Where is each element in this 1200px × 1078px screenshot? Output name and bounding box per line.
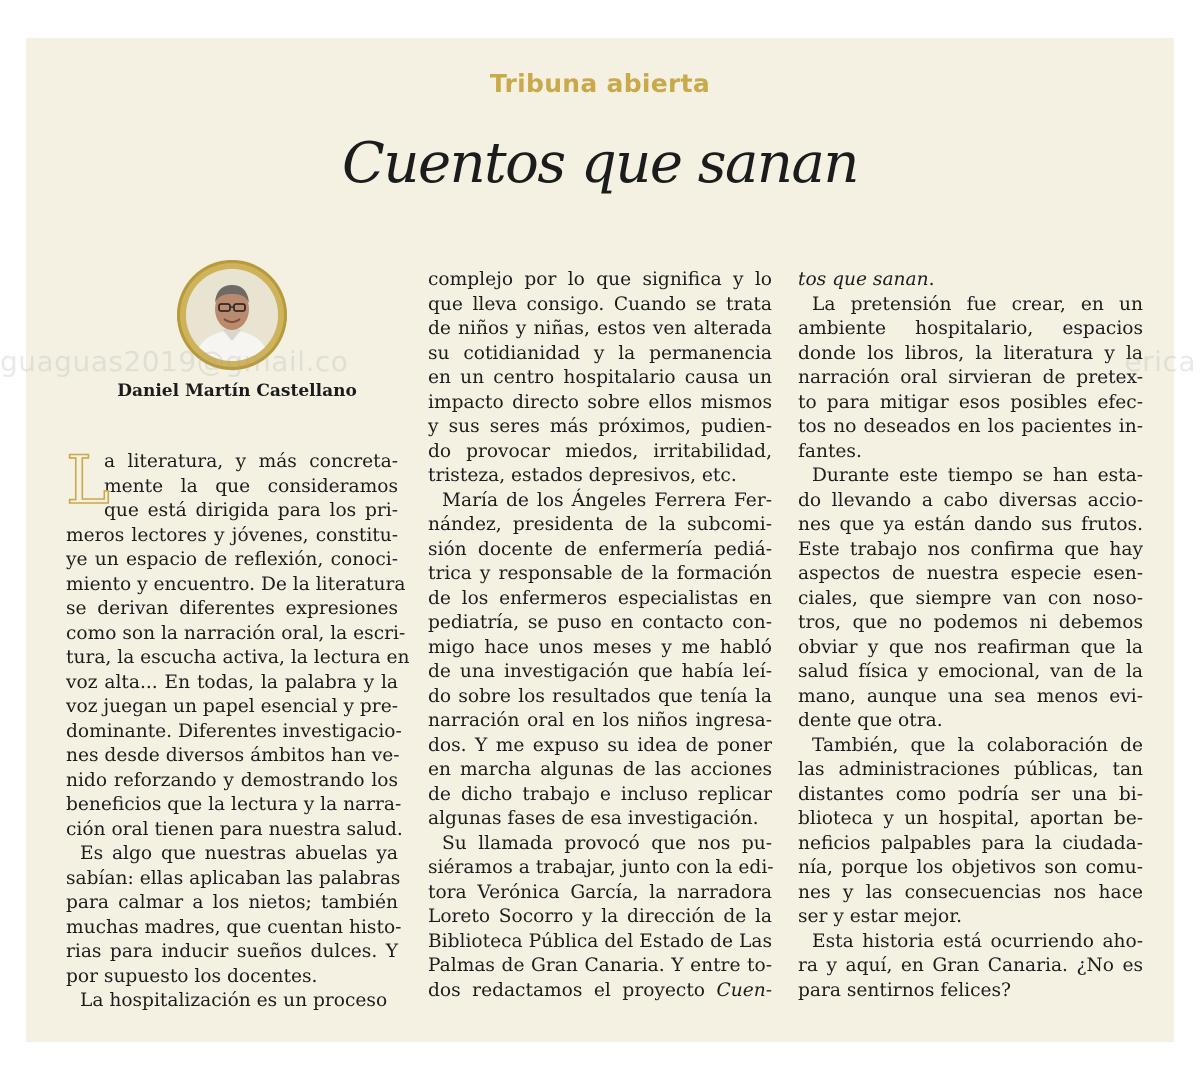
text-line: muchas madres, que cuentan histo- (66, 916, 402, 938)
text-line: salud física y emocional, van de la (798, 661, 1143, 682)
article-column-1 (66, 442, 410, 1014)
text-line: narración oral en los niños ingresa- (428, 710, 772, 731)
watermark-right: erica (1124, 345, 1196, 378)
text-line: neficios palpables para la ciudada- (798, 832, 1143, 854)
text-line: de los enfermeros especialistas en (428, 587, 772, 609)
text-line: por supuesto los docentes. (66, 965, 318, 987)
text-line: ra y aquí, en Gran Canaria. ¿No es (798, 955, 1143, 976)
text-line: como son la narración oral, la escri- (66, 622, 406, 644)
text-line: tura, la escucha activa, la lectura en (66, 647, 410, 668)
text-line: La pretensión fue crear, en un (812, 293, 1143, 315)
text-line: pediatría, se puso en contacto con- (428, 612, 772, 633)
text-line: para sentirnos felices? (798, 979, 1012, 1001)
text-line: dominante. Diferentes investigacio- (66, 720, 402, 742)
text-line: ción oral tienen para nuestra salud. (66, 818, 403, 840)
article-column-2 (428, 268, 772, 1003)
text-line: de niños y niñas, estos ven alterada (428, 318, 772, 339)
text-line: ciales, que siempre van con noso- (798, 587, 1143, 609)
text-line: nes que ya están dando sus frutos. (798, 514, 1143, 535)
project-title-italic: tos que sanan (798, 269, 929, 290)
text-line: Palmas de Gran Canaria. Y entre to- (428, 955, 772, 976)
article-column-3 (798, 268, 1143, 1003)
text-line: ser y estar mejor. (798, 906, 963, 927)
text-line: se derivan diferentes expresiones (66, 598, 398, 619)
text-line: donde los libros, la literatura y la (798, 342, 1143, 364)
text-line: beneficios que la lectura y la narra- (66, 794, 402, 815)
text-line: ambiente hospitalario, espacios (798, 318, 1143, 339)
text-line: Durante este tiempo se han esta- (812, 465, 1143, 486)
text-line: María de los Ángeles Ferrera Fer- (442, 489, 772, 511)
text-line: aspectos de nuestra especie esen- (798, 563, 1143, 584)
text-line: que está dirigida para los pri- (104, 500, 398, 521)
text-line: do llevando a cabo diversas accio- (798, 489, 1143, 511)
text-line: nido reforzando y demostrando los (66, 769, 398, 791)
text-line: Biblioteca Pública del Estado de Las (428, 930, 772, 952)
text-line: de dicho trabajo e incluso replicar (428, 783, 772, 805)
text-line: mente la que consideramos (104, 475, 398, 497)
text-line: impacto directo sobre ellos mismos (428, 391, 772, 413)
text-line: voz juegan un papel esencial y pre- (66, 696, 398, 717)
text-line: También, que la colaboración de (812, 734, 1143, 756)
text-line: Loreto Socorro y la dirección de la (428, 906, 772, 927)
section-label: Tribuna abierta (489, 69, 711, 98)
text-line: to para mitigar esos posibles efec- (798, 391, 1143, 413)
text-line: Este trabajo nos confirma que hay (798, 538, 1143, 560)
text-line: que lleva consigo. Cuando se trata (428, 293, 772, 315)
text-line: siéramos a trabajar, junto con la edi- (428, 857, 774, 878)
text-line: Es algo que nuestras abuelas ya (80, 843, 398, 864)
text-line: migo hace unos meses y me habló (428, 636, 772, 658)
author-byline: Daniel Martín Castellano (117, 381, 357, 401)
text-line: algunas fases de esa investigación. (428, 808, 759, 829)
text-line: nández, presidenta de la subcomi- (428, 514, 772, 535)
text-line: nía, porque los objetivos son comu- (798, 857, 1143, 878)
text-line: tora Verónica García, la narradora (428, 881, 772, 903)
text-line: Esta historia está ocurriendo aho- (812, 930, 1143, 952)
text-line: Su llamada provocó que nos pu- (442, 832, 772, 854)
text-line: blioteca y un hospital, aportan be- (798, 808, 1143, 829)
text-line: complejo por lo que significa y lo (428, 269, 772, 290)
text-line: do sobre los resultados que tenía la (428, 685, 772, 707)
text-line: sabían: ellas aplicaban las palabras (66, 867, 401, 889)
text-line: obviar y que nos reafirman que la (798, 636, 1143, 658)
text-line: distantes como podría ser una bi- (798, 783, 1143, 805)
text-line: rias para inducir sueños dulces. Y (66, 941, 398, 962)
text-line (798, 268, 1143, 293)
text-line: su cotidianidad y la permanencia (428, 342, 772, 364)
text-line: las administraciones públicas, tan (798, 759, 1143, 780)
article-headline: Cuentos que sanan (342, 131, 858, 196)
newspaper-page (26, 38, 1174, 1042)
text-line: do provocar miedos, irritabilidad, (428, 440, 772, 462)
text-line: tros, que no podemos ni debemos (798, 612, 1143, 633)
text-line: a literatura, y más concreta- (104, 451, 398, 472)
text-line: La hospitalización es un proceso (80, 990, 388, 1011)
text-line: nes desde diversos ámbitos han ve- (66, 745, 400, 766)
text-fragment: . (928, 269, 935, 290)
text-line: para calmar a los nietos; también (66, 892, 398, 913)
text-line: dos redactamos el proyecto Cuen- (428, 979, 772, 1001)
text-line: sión docente de enfermería pediá- (428, 538, 772, 560)
text-line: en un centro hospitalario causa un (428, 367, 772, 388)
text-line: ye un espacio de reflexión, conoci- (66, 549, 398, 570)
text-line: narración oral sirvieran de pretex- (798, 367, 1143, 388)
text-line: dos. Y me expuso su idea de poner (428, 734, 772, 756)
text-line: tos no deseados en los pacientes in- (798, 416, 1143, 437)
text-line: meros lectores y jóvenes, constitu- (66, 524, 398, 546)
text-line: mano, aunque una sea menos evi- (798, 685, 1143, 707)
text-line: miento y encuentro. De la literatura (66, 573, 406, 595)
text-line: fantes. (798, 440, 862, 462)
text-line: en marcha algunas de las acciones (428, 759, 772, 780)
drop-cap: L (66, 442, 110, 519)
text-line: trica y responsable de la formación (428, 563, 772, 584)
text-line: dente que otra. (798, 710, 943, 731)
watermark-left: guaguas2019@gmail.co (0, 345, 349, 378)
text-line: tristeza, estados depresivos, etc. (428, 465, 737, 486)
project-title-italic: Cuen- (705, 979, 772, 1001)
text-line: de una investigación que había leí- (428, 661, 772, 682)
text-line: nes y las consecuencias nos hace (798, 881, 1143, 903)
text-line: y sus seres más próximos, pudien- (428, 416, 772, 437)
text-line: voz alta... En todas, la palabra y la (66, 671, 398, 693)
